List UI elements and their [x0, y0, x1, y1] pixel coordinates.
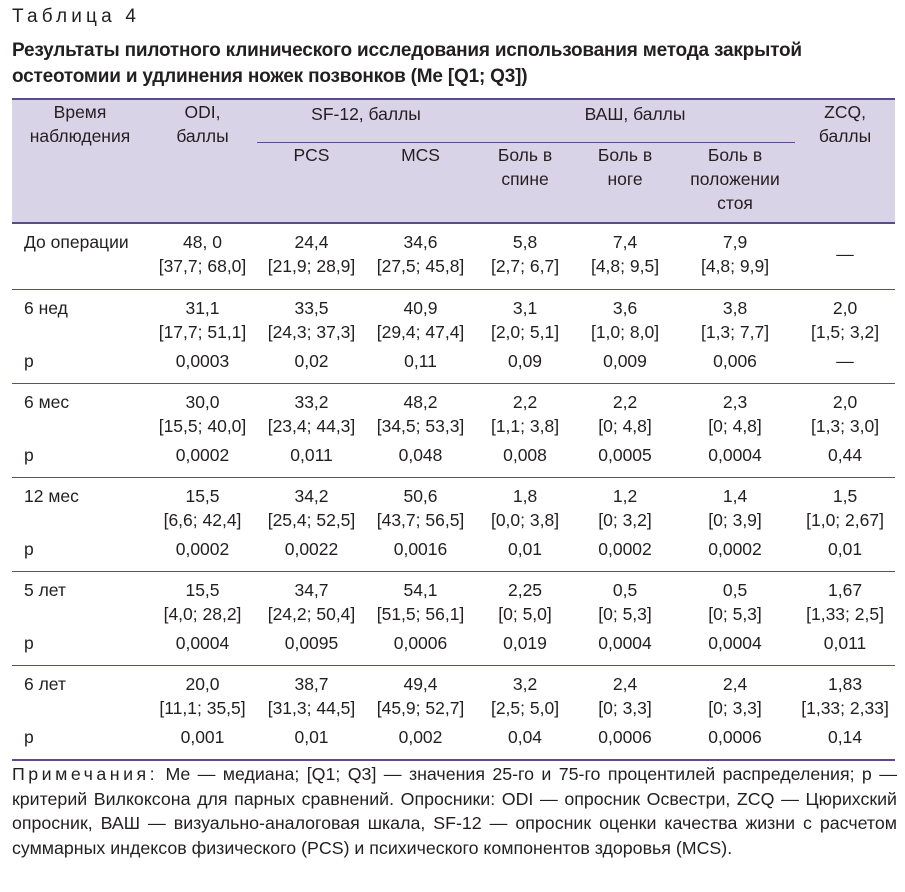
cell-median: 2,2 — [612, 392, 638, 412]
p-value-cell: 0,14 — [795, 726, 895, 760]
table-row — [12, 384, 895, 445]
table-row — [12, 572, 895, 633]
cell-quartiles: [23,4; 44,3] — [267, 416, 356, 436]
p-value-cell: 0,44 — [795, 444, 895, 478]
p-value-cell: 0,01 — [475, 538, 575, 572]
cell-quartiles: [17,7; 51,1] — [158, 322, 247, 342]
table-row — [12, 223, 895, 290]
cell-quartiles: [0; 3,3] — [598, 698, 652, 718]
cell-quartiles: [24,3; 37,3] — [267, 322, 356, 342]
cell-median: 7,9 — [722, 232, 748, 252]
p-value-cell: 0,09 — [475, 350, 575, 384]
cell-median: 7,4 — [612, 232, 638, 252]
cell-quartiles: [24,2; 50,4] — [267, 604, 356, 624]
table-cell — [475, 223, 575, 290]
table-cell — [575, 478, 675, 539]
table-cell — [795, 223, 895, 290]
cell-median: 2,25 — [507, 580, 543, 600]
cell-median: 15,5 — [185, 486, 220, 506]
cell-quartiles: [11,1; 35,5] — [159, 698, 246, 718]
table-cell — [575, 384, 675, 445]
header-zcq: ZCQ, баллы — [795, 99, 895, 223]
cell-quartiles: [1,0; 8,0] — [590, 322, 660, 342]
cell-quartiles: [0; 3,3] — [708, 698, 762, 718]
cell-quartiles: [1,1; 3,8] — [490, 416, 560, 436]
cell-quartiles: [45,9; 52,7] — [376, 698, 465, 718]
notes-label: Примечания: — [12, 764, 159, 784]
p-label: p — [12, 538, 148, 572]
cell-quartiles: [1,33; 2,5] — [806, 604, 884, 624]
cell-median: 1,67 — [828, 580, 863, 600]
cell-quartiles: [2,5; 5,0] — [490, 698, 560, 718]
cell-median: 50,6 — [403, 486, 438, 506]
cell-median: 1,83 — [828, 674, 863, 694]
cell-median: 2,0 — [832, 392, 858, 412]
p-value-cell: 0,01 — [795, 538, 895, 572]
cell-median: 2,4 — [612, 674, 638, 694]
cell-median: 0,5 — [722, 580, 748, 600]
cell-median: 54,1 — [403, 580, 438, 600]
row-label: 12 мес — [24, 486, 79, 506]
cell-quartiles: [1,3; 7,7] — [700, 322, 770, 342]
table-cell — [675, 223, 795, 290]
table-cell — [675, 290, 795, 351]
p-label: p — [12, 444, 148, 478]
cell-quartiles: [15,5; 40,0] — [158, 416, 247, 436]
cell-median: 2,2 — [512, 392, 538, 412]
table-cell — [257, 572, 366, 633]
cell-median: 2,0 — [832, 298, 858, 318]
p-value-cell: 0,11 — [366, 350, 475, 384]
table-cell — [795, 384, 895, 445]
header-mcs: MCS — [366, 143, 475, 224]
p-value-cell: 0,02 — [257, 350, 366, 384]
cell-median: 1,5 — [832, 486, 858, 506]
p-value-cell: 0,009 — [575, 350, 675, 384]
p-label: p — [12, 632, 148, 666]
p-value-row — [12, 350, 895, 384]
p-value-cell: 0,001 — [148, 726, 257, 760]
cell-quartiles: [4,0; 28,2] — [163, 604, 242, 624]
table-row — [12, 290, 895, 351]
table-cell — [675, 384, 795, 445]
p-value-cell: 0,0004 — [575, 632, 675, 666]
p-value-cell: 0,0002 — [148, 538, 257, 572]
cell-median: 20,0 — [185, 674, 220, 694]
p-value-cell: 0,0006 — [675, 726, 795, 760]
table-cell — [475, 572, 575, 633]
table-cell — [795, 572, 895, 633]
cell-median: 15,5 — [185, 580, 220, 600]
cell-quartiles: [1,5; 3,2] — [810, 322, 880, 342]
table-cell — [575, 572, 675, 633]
cell-quartiles: [0; 5,3] — [598, 604, 652, 624]
header-back-pain: Боль в спине — [475, 143, 575, 224]
cell-quartiles: [0; 3,2] — [598, 510, 652, 530]
cell-quartiles: [0; 5,3] — [708, 604, 762, 624]
table-cell — [366, 478, 475, 539]
table-cell — [475, 666, 575, 727]
table-cell — [795, 290, 895, 351]
p-label: p — [12, 726, 148, 760]
table-body — [12, 223, 895, 760]
cell-median: 33,2 — [294, 392, 329, 412]
table-cell — [148, 384, 257, 445]
header-pcs: PCS — [257, 143, 366, 224]
p-value-cell: 0,008 — [475, 444, 575, 478]
p-value-cell: 0,0002 — [148, 444, 257, 478]
cell-quartiles: [4,8; 9,9] — [700, 256, 770, 276]
cell-median: 1,4 — [722, 486, 748, 506]
cell-quartiles: [1,0; 2,67] — [806, 510, 884, 530]
cell-quartiles: [21,9; 28,9] — [267, 256, 356, 276]
cell-median: 2,4 — [722, 674, 748, 694]
p-value-cell: 0,006 — [675, 350, 795, 384]
cell-median: 30,0 — [185, 392, 220, 412]
p-value-cell: 0,019 — [475, 632, 575, 666]
p-value-cell: 0,01 — [257, 726, 366, 760]
cell-median: 33,5 — [294, 298, 329, 318]
header-sf12: SF-12, баллы — [257, 99, 475, 143]
cell-quartiles: [1,33; 2,33] — [801, 698, 889, 718]
table-cell — [366, 290, 475, 351]
p-value-cell: 0,0022 — [257, 538, 366, 572]
table-cell — [475, 290, 575, 351]
cell-quartiles: [6,6; 42,4] — [163, 510, 242, 530]
table-cell — [148, 666, 257, 727]
header-odi: ODI, баллы — [148, 99, 257, 223]
cell-quartiles: [34,5; 53,3] — [376, 416, 465, 436]
notes-text: Me — медиана; [Q1; Q3] — значения 25-го и 75-го процентилей распределения; р — критерий Вилкоксона для парных сравнений. Опросники: ODI — опросник Освестри, ZCQ — Цюрихский опросник, ВАШ — визуально-аналоговая шкала, SF-12 — опросник оценки качества жизни с расчетом суммарных индексов физического (PCS) и психического компонентов здоровья (MCS). — [12, 764, 897, 858]
row-label: 6 нед — [24, 298, 68, 318]
p-value-cell: 0,011 — [257, 444, 366, 478]
p-value-cell: 0,0002 — [575, 538, 675, 572]
table-cell — [795, 478, 895, 539]
p-value-cell: 0,0004 — [675, 444, 795, 478]
cell-quartiles: [37,7; 68,0] — [158, 256, 247, 276]
row-label: 5 лет — [24, 580, 66, 600]
cell-median: 1,2 — [612, 486, 638, 506]
cell-median: 34,2 — [294, 486, 329, 506]
cell-quartiles: [2,7; 6,7] — [490, 256, 560, 276]
header-leg-pain: Боль в ноге — [575, 143, 675, 224]
table-cell — [575, 666, 675, 727]
table-label: Таблица 4 — [12, 6, 141, 27]
p-value-cell: 0,0016 — [366, 538, 475, 572]
cell-median: 1,8 — [512, 486, 538, 506]
p-value-cell: 0,04 — [475, 726, 575, 760]
table-cell — [675, 478, 795, 539]
table-cell — [148, 478, 257, 539]
cell-quartiles: [51,5; 56,1] — [376, 604, 465, 624]
cell-quartiles: [1,3; 3,0] — [810, 416, 880, 436]
row-label: 6 мес — [24, 392, 70, 412]
cell-median: 49,4 — [403, 674, 438, 694]
table-cell — [257, 384, 366, 445]
cell-median: 3,1 — [512, 298, 538, 318]
results-table — [12, 98, 895, 761]
p-value-cell: 0,0002 — [675, 538, 795, 572]
p-value-cell: 0,0003 — [148, 350, 257, 384]
cell-median: — — [836, 244, 854, 264]
cell-quartiles: [2,0; 5,1] — [490, 322, 560, 342]
table-cell — [795, 666, 895, 727]
table-header — [12, 99, 895, 223]
table-cell — [366, 384, 475, 445]
cell-median: 2,3 — [722, 392, 748, 412]
table-cell — [366, 223, 475, 290]
cell-quartiles: [29,4; 47,4] — [376, 322, 465, 342]
cell-quartiles: [0; 4,8] — [598, 416, 652, 436]
cell-median: 38,7 — [294, 674, 329, 694]
cell-median: 48, 0 — [183, 232, 222, 252]
cell-median: 3,2 — [512, 674, 538, 694]
p-value-row — [12, 444, 895, 478]
table-cell — [575, 223, 675, 290]
table-cell — [148, 572, 257, 633]
table-cell — [257, 666, 366, 727]
cell-quartiles: [0; 5,0] — [498, 604, 552, 624]
table-cell — [257, 478, 366, 539]
table-notes — [12, 762, 897, 860]
cell-quartiles: [0,0; 3,8] — [490, 510, 560, 530]
cell-quartiles: [31,3; 44,5] — [267, 698, 356, 718]
header-time: Время наблюдения — [12, 99, 148, 223]
p-value-cell: 0,0006 — [366, 632, 475, 666]
cell-quartiles: [4,8; 9,5] — [590, 256, 660, 276]
p-value-cell: — — [795, 350, 895, 384]
cell-median: 0,5 — [612, 580, 638, 600]
p-value-cell: 0,0004 — [675, 632, 795, 666]
p-value-cell: 0,048 — [366, 444, 475, 478]
table-cell — [148, 223, 257, 290]
p-value-cell: 0,002 — [366, 726, 475, 760]
p-value-cell: 0,0005 — [575, 444, 675, 478]
p-value-cell: 0,011 — [795, 632, 895, 666]
table-row — [12, 666, 895, 727]
cell-quartiles: [0; 3,9] — [708, 510, 762, 530]
cell-median: 34,7 — [294, 580, 329, 600]
table-cell — [148, 290, 257, 351]
cell-median: 3,8 — [722, 298, 748, 318]
cell-median: 24,4 — [294, 232, 329, 252]
cell-median: 3,6 — [612, 298, 638, 318]
table-cell — [675, 666, 795, 727]
cell-median: 48,2 — [403, 392, 438, 412]
cell-quartiles: [43,7; 56,5] — [376, 510, 465, 530]
cell-median: 34,6 — [403, 232, 438, 252]
cell-quartiles: [25,4; 52,5] — [267, 510, 356, 530]
table-cell — [257, 290, 366, 351]
cell-quartiles: [0; 4,8] — [708, 416, 762, 436]
table-cell — [475, 384, 575, 445]
table-cell — [575, 290, 675, 351]
header-standing-pain: Боль в положении стоя — [675, 143, 795, 224]
p-label: p — [12, 350, 148, 384]
cell-median: 5,8 — [512, 232, 538, 252]
row-label: 6 лет — [24, 674, 66, 694]
table-cell — [675, 572, 795, 633]
table-cell — [257, 223, 366, 290]
table-cell — [366, 666, 475, 727]
p-value-cell: 0,0006 — [575, 726, 675, 760]
cell-median: 31,1 — [185, 298, 220, 318]
p-value-row — [12, 632, 895, 666]
header-vas: ВАШ, баллы — [475, 99, 795, 143]
p-value-cell: 0,0004 — [148, 632, 257, 666]
table-cell — [366, 572, 475, 633]
table-title: Результаты пилотного клинического исследования использования метода закрытой остеотомии и удлинения ножек позвонков (Me [Q1; Q3]) — [12, 40, 802, 87]
cell-median: 40,9 — [403, 298, 438, 318]
p-value-row — [12, 726, 895, 760]
row-label: До операции — [12, 223, 148, 290]
table-cell — [475, 478, 575, 539]
table-row — [12, 478, 895, 539]
p-value-cell: 0,0095 — [257, 632, 366, 666]
cell-quartiles: [27,5; 45,8] — [376, 256, 465, 276]
p-value-row — [12, 538, 895, 572]
